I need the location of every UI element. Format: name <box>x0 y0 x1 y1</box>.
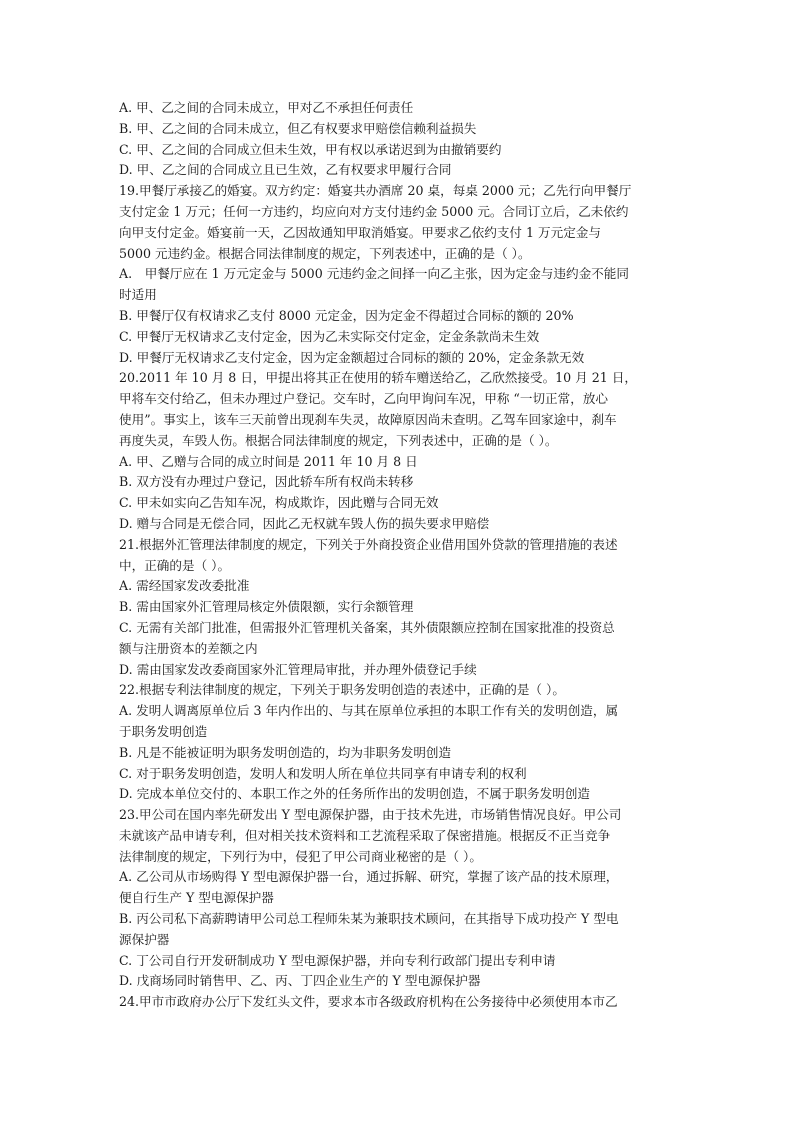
text-line: B. 甲餐厅仅有权请求乙支付 8000 元定金，因为定金不得超过合同标的额的 20% <box>119 307 574 323</box>
document-page <box>119 98 679 1013</box>
text-line: D. 赠与合同是无偿合同，因此乙无权就车毁人伤的损失要求甲赔偿 <box>119 515 490 531</box>
text-line: C. 甲餐厅无权请求乙支付定金，因为乙未实际交付定金，定金条款尚未生效 <box>119 328 540 344</box>
text-line: 于职务发明创造 <box>119 723 208 739</box>
text-line: D. 需由国家发改委商国家外汇管理局审批，并办理外债登记手续 <box>119 661 477 677</box>
text-line: D. 甲、乙之间的合同成立且已生效，乙有权要求甲履行合同 <box>119 162 452 178</box>
text-line: 支付定金 1 万元；任何一方违约，均应向对方支付违约金 5000 元。合同订立后，乙未依约 <box>119 203 629 219</box>
text-line: B. 双方没有办理过户登记，因此轿车所有权尚未转移 <box>119 474 414 490</box>
text-line: C. 甲、乙之间的合同成立但未生效，甲有权以承诺迟到为由撤销要约 <box>119 141 502 157</box>
text-line: 5000 元违约金。根据合同法律制度的规定，下列表述中，正确的是（ ）。 <box>119 245 531 261</box>
text-line: D. 完成本单位交付的、本职工作之外的任务所作出的发明创造，不属于职务发明创造 <box>119 786 591 802</box>
text-line: C. 丁公司自行开发研制成功 Y 型电源保护器，并向专利行政部门提出专利申请 <box>119 952 556 968</box>
text-line: B. 甲、乙之间的合同未成立，但乙有权要求甲赔偿信赖利益损失 <box>119 120 477 136</box>
text-line: 源保护器 <box>119 931 170 947</box>
text-line: A. 乙公司从市场购得 Y 型电源保护器一台，通过拆解、研究，掌握了该产品的技术原理， <box>119 869 619 885</box>
text-line: 23.甲公司在国内率先研发出 Y 型电源保护器，由于技术先进，市场销售情况良好。甲公司 <box>119 807 622 823</box>
text-line: B. 丙公司私下高薪聘请甲公司总工程师朱某为兼职技术顾问，在其指导下成功投产 Y 型电 <box>119 911 619 927</box>
text-line: B. 凡是不能被证明为职务发明创造的，均为非职务发明创造 <box>119 744 452 760</box>
text-line: C. 甲未如实向乙告知车况，构成欺诈，因此赠与合同无效 <box>119 495 439 511</box>
text-line: 19.甲餐厅承接乙的婚宴。双方约定：婚宴共办酒席 20 桌，每桌 2000 元；乙先行向甲餐厅 <box>119 183 632 199</box>
text-line: A. 甲、乙赠与合同的成立时间是 2011 年 10 月 8 日 <box>119 453 418 469</box>
text-line: 法律制度的规定，下列行为中，侵犯了甲公司商业秘密的是（ ）。 <box>119 848 482 864</box>
text-line: 24.甲市市政府办公厅下发红头文件，要求本市各级政府机构在公务接待中必须使用本市乙 <box>119 994 618 1010</box>
text-line: 使用”。事实上，该车三天前曾出现刹车失灵，故障原因尚未查明。乙驾车回家途中，刹车 <box>119 411 617 427</box>
text-line: A. 发明人调离原单位后 3 年内作出的、与其在原单位承担的本职工作有关的发明创造，属 <box>119 703 619 719</box>
text-line: 再度失灵，车毁人伤。根据合同法律制度的规定，下列表述中，正确的是（ ）。 <box>119 432 558 448</box>
text-line: 便自行生产 Y 型电源保护器 <box>119 890 274 906</box>
text-line: D. 戊商场同时销售甲、乙、丙、丁四企业生产的 Y 型电源保护器 <box>119 973 481 989</box>
text-line: B. 需由国家外汇管理局核定外债限额，实行余额管理 <box>119 599 414 615</box>
text-line: 甲将车交付给乙，但未办理过户登记。交车时，乙向甲询问车况，甲称 “一切正常，放心 <box>119 391 609 407</box>
text-line: 21.根据外汇管理法律制度的规定，下列关于外商投资企业借用国外贷款的管理措施的表述 <box>119 536 618 552</box>
text-line: 中，正确的是（ ）。 <box>119 557 231 573</box>
text-line: A. 甲、乙之间的合同未成立，甲对乙不承担任何责任 <box>119 100 414 115</box>
text-line: A. 甲餐厅应在 1 万元定金与 5000 元违约金之间择一向乙主张，因为定金与违约金不能同 <box>119 266 629 282</box>
text-line: 20.2011 年 10 月 8 日，甲提出将其正在使用的轿车赠送给乙，乙欣然接受。10 月 21 日， <box>119 370 638 386</box>
text-line: 时适用 <box>119 287 157 303</box>
text-line: 22.根据专利法律制度的规定，下列关于职务发明创造的表述中，正确的是（ ）。 <box>119 682 565 698</box>
text-line: 未就该产品申请专利，但对相关技术资料和工艺流程采取了保密措施。根据反不正当竞争 <box>119 827 611 843</box>
text-line: 向甲支付定金。婚宴前一天，乙因故通知甲取消婚宴。甲要求乙依约支付 1 万元定金与 <box>119 224 601 240</box>
text-line: D. 甲餐厅无权请求乙支付定金，因为定金额超过合同标的额的 20%，定金条款无效 <box>119 349 585 365</box>
text-line: A. 需经国家发改委批准 <box>119 578 250 594</box>
text-line: 额与注册资本的差额之内 <box>119 640 258 656</box>
text-line: C. 无需有关部门批准，但需报外汇管理机关备案，其外债限额应控制在国家批准的投资总 <box>119 619 615 635</box>
text-line: C. 对于职务发明创造，发明人和发明人所在单位共同享有申请专利的权利 <box>119 765 527 781</box>
